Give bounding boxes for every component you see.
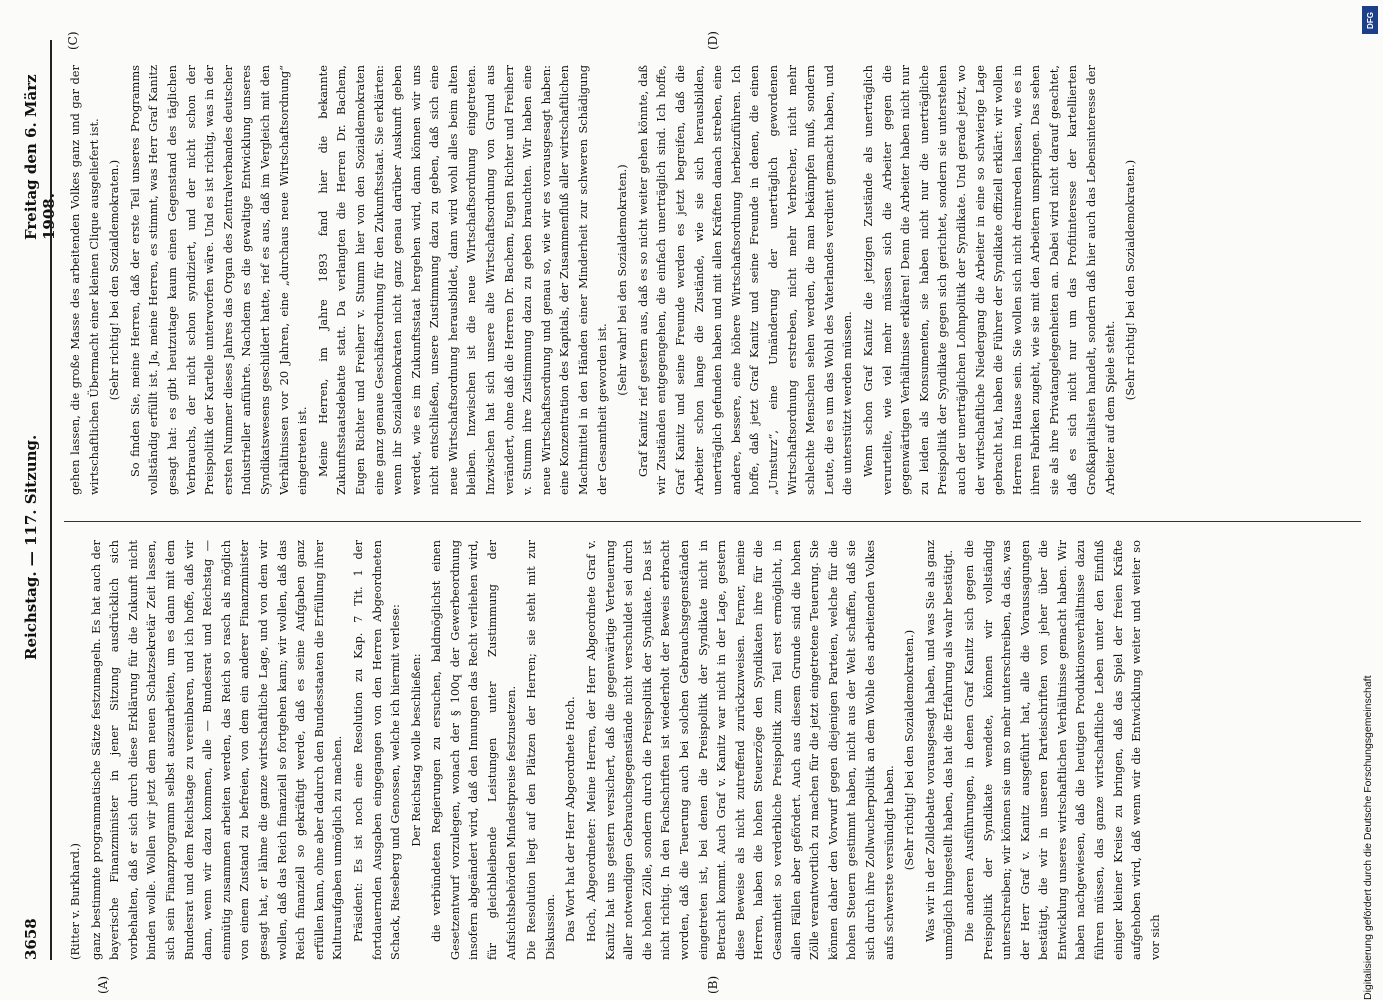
paragraph: (Ritter v. Burkhard.) xyxy=(68,843,82,960)
paragraph: Die Resolution liegt auf den Plätzen der Herren; sie steht mit zur Diskussion. xyxy=(524,540,557,960)
paragraph: (Sehr wahr! bei den Sozialdemokraten.) xyxy=(615,164,630,396)
margin-mark-d: (D) xyxy=(706,31,720,50)
paragraph: (Sehr richtig! bei den Sozialdemokraten.) xyxy=(1123,159,1138,401)
page-header xyxy=(22,40,58,960)
paragraph: (Sehr richtig! bei den Sozialdemokraten.) xyxy=(902,629,917,871)
paragraph: Das Wort hat der Herr Abgeordnete Hoch. xyxy=(563,696,578,942)
column-divider xyxy=(64,521,1361,522)
dfg-logo xyxy=(1362,6,1378,34)
credit-text: Digitalisierung gefördert durch die Deutsche Forschungsgemeinschaft xyxy=(1362,675,1374,1000)
paragraph: die verbündeten Regierungen zu ersuchen, baldmöglichst einen Gesetzentwurf vorzulegen, wonach der § 100q der Gewerbeordnung insofern abgeändert wird, daß den Innungen das Recht verliehen wird, für gleichbleibende Leistungen unter Zustimmung der Aufsichtsbehörden Mindestpreise festzusetzen. xyxy=(429,540,518,960)
paragraph: Wenn schon Graf Kanitz die jetzigen Zustände als unerträglich verurteilte, wie viel mehr müssen sich die Arbeiter gegen die gegenwärtigen Verhältnisse erklären! Denn die Arbeiter haben nicht nur zu leiden als Konsumenten, sie haben nicht nur die unerträgliche Preispolitik der Syndikate gegen sich gerichtet, sondern sie unterstehen auch der unerträglichen Lohnpolitik der Syndikate. Und gerade jetzt, wo der wirtschaftliche Niedergang die Arbeiter in eine so schwierige Lage gebracht hat, haben die Führer der Syndikate offiziell erklärt: wir wollen Herren im Hause sein. Sie wollen sich nicht dreinreden lassen, wie es in ihren Fabriken zugeht, wie sie mit den Arbeitern umspringen. Das sehen sie als ihre Privatangelegenheiten an. Dabei wird nicht darauf geachtet, daß es sich nicht nur um das Profitinteresse der kartellierten Großkapitalisten handelt, sondern daß hier auch das Lebensinteresse der Arbeiter auf dem Spiele steht. xyxy=(860,65,1117,495)
margin-mark-c: (C) xyxy=(66,31,80,50)
right-column xyxy=(66,65,1359,495)
paragraph: (Sehr richtig! bei den Sozialdemokraten.) xyxy=(107,159,122,401)
header-right-title: Freitag den 6. März 1908. xyxy=(22,74,58,240)
paragraph: gehen lassen, die große Masse des arbeitenden Volkes ganz und gar der wirtschaftlichen Übermacht einer kleinen Clique ausgeliefert ist. xyxy=(68,65,101,495)
paragraph: Hoch, Abgeordneter: Meine Herren, der Herr Abgeordnete Graf v. Kanitz hat uns gestern versichert, daß die gegenwärtige Verteuerung aller notwendigen Gebrauchsgegenstände nicht verschuldet sei durch die hohen Zölle, sondern durch die Preispolitik der Syndikate. Das ist nicht richtig. In den Fachschriften ist wiederholt der Beweis erbracht worden, daß die Teuerung auch bei solchen Gebrauchsgegenständen eingetreten ist, bei denen die Preispolitik der Syndikate nicht in Betracht kommt. Auch Graf v. Kanitz war nicht in der Lage, gestern diese Beweise als nicht zutreffend zurückzuweisen. Ferner, meine Herren, haben die hohen Steuerzöge den Syndikaten ihre für die Gesamtheit so verderbliche Preispolitik zum Teil erst ermöglicht, in allen Fällen aber gefördert. Auch aus diesem Grunde sind die hohen Zölle verantwortlich zu machen für die jetzt eingetretene Teuerung. Sie können daher den Vorwurf gegen diejenigen Parteien, welche für die hohen Steuern gestimmt haben, nicht aus der Welt schaffen, daß sie sich durch ihre Zollwucherpolitik an dem Wohle des arbeitenden Volkes aufs schwerste versündigt haben. xyxy=(584,540,896,960)
paragraph: Die anderen Ausführungen, in denen Graf Kanitz sich gegen die Preispolitik der Syndikate wendete, können wir vollständig unterschreiben; wir können sie um so mehr unterschreiben, da das, was der Herr Graf v. Kanitz ausgeführt hat, alle die Voraussagungen bestätigt, die wir in unseren Parteischriften von jeher über die Entwicklung unseres wirtschaftlichen Verhältnisse gemacht haben. Wir haben nachgewiesen, daß die heutigen Produktionsverhältnisse dazu führen müssen, das ganze wirtschaftliche Leben unter den Einfluß einiger kleiner Kreise zu bringen, daß das Spiel der freien Kräfte aufgehoben wird, daß wenn wir die Entwicklung weiter und weiter so vor sich xyxy=(961,540,1162,960)
paragraph: So finden Sie, meine Herren, daß der erste Teil unseres Programms vollständig erfüllt ist. Ja, meine Herren, es stimmt, was Herr Graf Kanitz gesagt hat: es gibt heutzutage kaum einen Gegenstand des täglichen Verbrauchs, der nicht schon syndiziert, und der nicht schon der Preispolitik der Kartelle unterworfen wäre. Und es ist richtig, was in der ersten Nummer dieses Jahres das Organ des Zentralverbandes deutscher Industrieller anführte. Nachdem es die gewaltige Entwicklung unseres Syndikatswesens geschildert hatte, rief es aus, daß im Vergleich mit den Verhältnissen vor 20 Jahren, eine „durchaus neue Wirtschaftsordnung“ eingetreten ist. xyxy=(127,65,310,495)
header-left-title: Reichstag. — 117. Sitzung. xyxy=(22,434,40,660)
paragraph: ganz bestimmte programmatische Sätze festzumageln. Es hat auch der bayerische Finanzminister in jener Sitzung ausdrücklich sich vorbehalten, daß er sich durch diese Erklärung für die Zukunft nicht binden wolle. Wollen wir jetzt dem neuen Schatzsekretär Zeit lassen, sich sein Finanzprogramm selbst auszuarbeiten, um es dann mit dem Bundesrat und dem Reichstage zu vereinbaren, und ich hoffe, daß wir dann, wenn wir dazu kommen, alle — Bundesrat und Reichstag — einmütig zusammen arbeiten werden, das Reich so rasch als möglich von einem Zustand zu befreien, von dem ein anderer Finanzminister gesagt hat, er lähme die ganze wirtschaftliche Lage, und von dem wir wollen, daß das Reich finanziell so fortgehen kann; wir wollen, daß das Reich finanziell so gekräftigt werde, daß es seine Aufgaben ganz erfüllen kann, ohne aber dadurch den Bundesstaaten die Erfüllung ihrer Kulturaufgaben unmöglich zu machen. xyxy=(88,540,345,960)
paragraph: Meine Herren, im Jahre 1893 fand hier die bekannte Zukunftsstaatsdebatte statt. Da verlangten die Herren Dr. Bachem, Eugen Richter und Freiherr v. Stumm hier von den Sozialdemokraten eine ganz genaue Geschäftsordnung für den Zukunftsstaat. Sie erklärten: wenn ihr Sozialdemokraten nicht ganz genau darüber Auskunft geben werdet, wie es im Zukunftsstaat hergehen wird, dann können wir uns nicht entschließen, unsere Zustimmung dazu zu geben, daß sich eine neue Wirtschaftsordnung herausbildet, dann wird wohl alles beim alten bleiben. Inzwischen ist die neue Wirtschaftsordnung eingetreten. Inzwischen hat sich unsere alte Wirtschaftsordnung von Grund aus verändert, ohne daß die Herren Dr. Bachem, Eugen Richter und Freiherr v. Stumm ihre Zustimmung dazu zu geben brauchten. Wir haben eine neue Wirtschaftsordnung und genau so, wie wir es vorausgesagt haben: eine Konzentration des Kapitals, der Zusammenfluß aller wirtschaftlichen Machtmittel in den Händen einer Minderheit zur schweren Schädigung der Gesamtheit geworden ist. xyxy=(315,65,609,495)
paragraph: Graf Kanitz rief gestern aus, daß es so nicht weiter gehen könnte, daß wir Zuständen entgegengehen, die einfach unerträglich sind. Ich hoffe, Graf Kanitz und seine Freunde werden es jetzt begreifen, daß die Arbeiter schon lange die Zustände, wie sie sich herausbilden, unerträglich gefunden haben und mit allen Kräften danach streben, eine andere, bessere, eine höhere Wirtschaftsordnung herbeizuführen. Ich hoffe, daß jetzt Graf Kanitz und seine Freunde in denen, die einen „Umsturz“, eine Umänderung der unerträglich gewordenen Wirtschaftsordnung erstreben, nicht mehr Verbrecher, nicht mehr schlechte Menschen sehen werden, die man bekämpfen muß, sondern Leute, die es um das Wohl des Vaterlandes verdient gemacht haben, und die unterstützt werden müssen. xyxy=(635,65,855,495)
digitization-credit xyxy=(1359,0,1381,1000)
paragraph: Was wir in der Zolldebatte vorausgesagt haben, und was Sie als ganz unmöglich hingestellt haben, das hat die Erfahrung als wahr bestätigt. xyxy=(922,540,956,960)
header-rule xyxy=(50,40,52,960)
margin-mark-b: (B) xyxy=(706,975,720,994)
paragraph: Der Reichstag wolle beschließen: xyxy=(408,653,423,847)
logo-text: DFG xyxy=(1365,11,1375,29)
page-number: 3658 xyxy=(22,918,40,960)
margin-mark-a: (A) xyxy=(96,975,110,994)
left-column xyxy=(66,540,1359,960)
paragraph: Präsident: Es ist noch eine Resolution zu Kap. 7 Tit. 1 der fortdauernden Ausgaben eingegangen von den Herren Abgeordneten Schack, Rieseberg und Genossen, welche ich hiermit verlese: xyxy=(350,540,403,960)
